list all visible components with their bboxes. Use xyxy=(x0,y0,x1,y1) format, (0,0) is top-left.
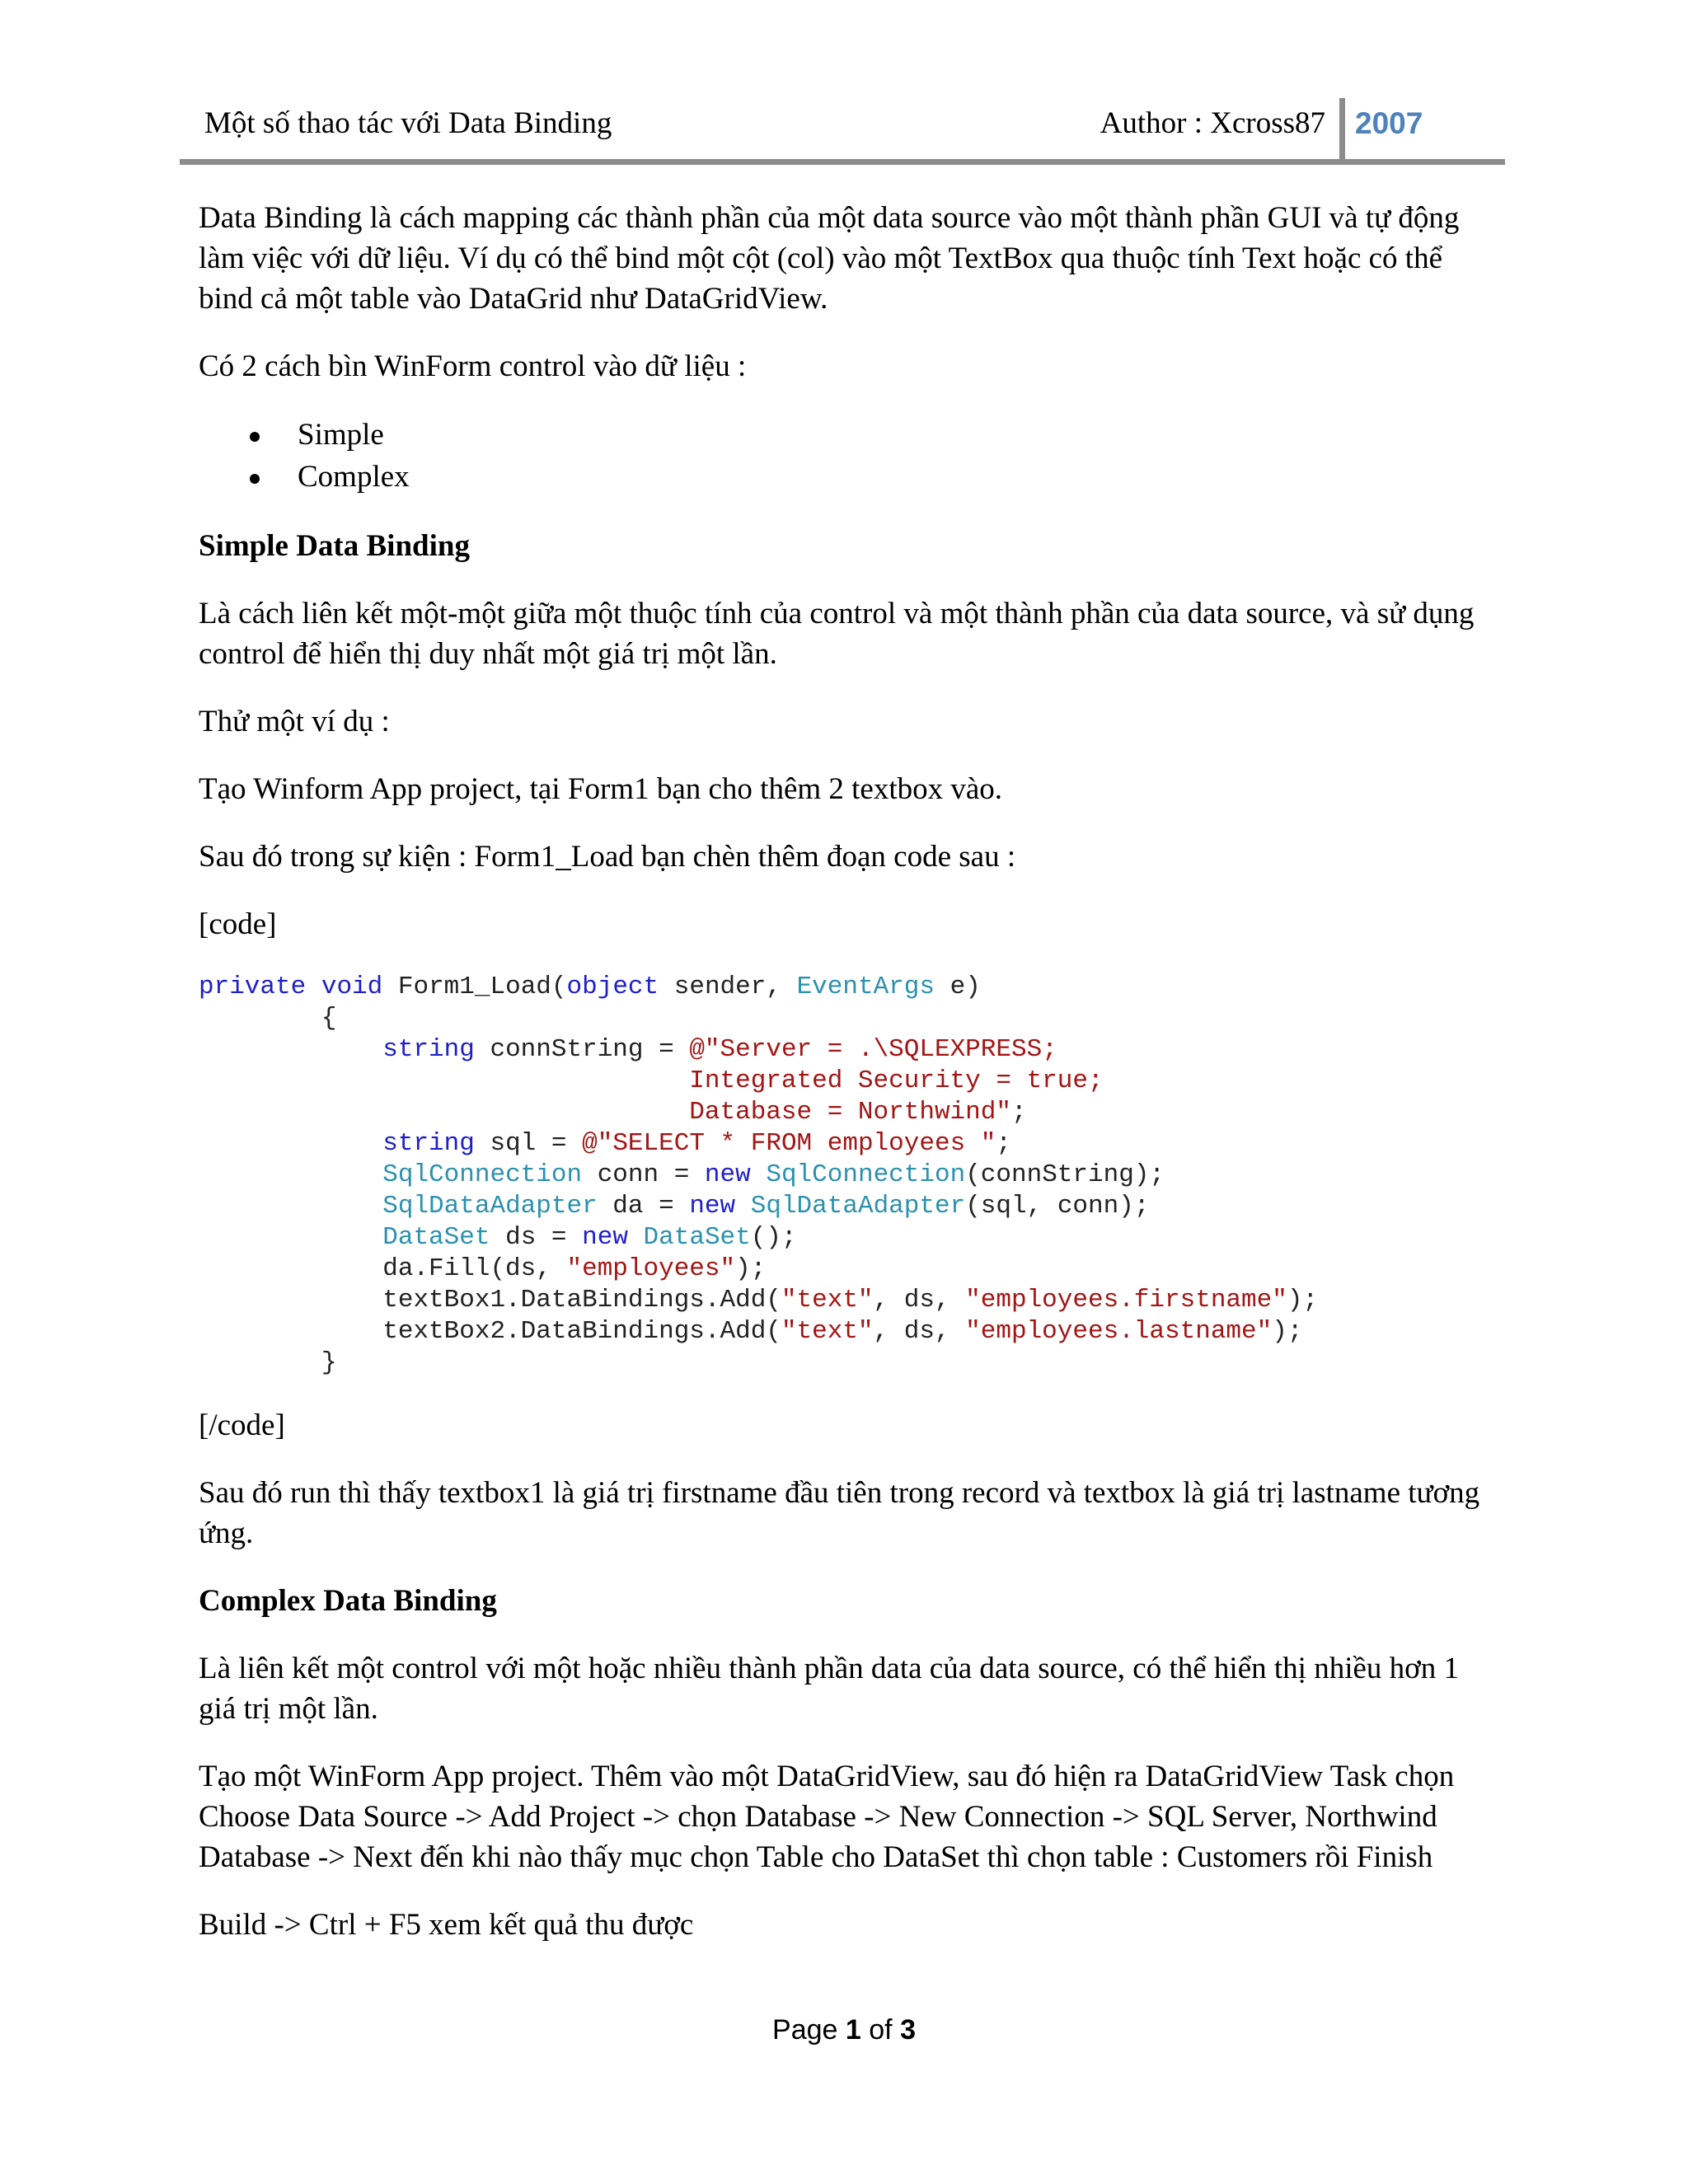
code-token: Database = Northwind" xyxy=(689,1098,1011,1127)
code-token: SqlDataAdapter xyxy=(382,1192,598,1221)
code-token: ); xyxy=(1287,1286,1319,1315)
code-token: "text" xyxy=(781,1317,874,1346)
code-token: private xyxy=(199,972,307,1001)
intro-paragraph: Data Binding là cách mapping các thành phần của một data source vào một thành phần GUI và tự động làm việc với dữ liệu. Ví dụ có thể bind một cột (col) vào một TextBox qua thuộc tính Text hoặc có thể bind cả một table vào DataGrid như DataGridView. xyxy=(199,201,1460,316)
footer-of-label: of xyxy=(869,2014,893,2046)
code-token xyxy=(199,1035,382,1064)
code-line xyxy=(199,1316,1493,1347)
code-token: da = xyxy=(597,1192,690,1221)
complex-description: Là liên kết một control với một hoặc nhiều thành phần data của data source, có thể hiển thị nhiều hơn 1 giá trị một lần. xyxy=(199,1652,1459,1726)
code-token: , ds, xyxy=(873,1286,966,1315)
list-item-text: Simple xyxy=(298,418,384,452)
code-token: ); xyxy=(1272,1317,1303,1346)
code-token xyxy=(628,1223,644,1252)
code-token: ds = xyxy=(490,1223,583,1252)
code-token: new xyxy=(582,1223,628,1252)
list-item-text: Complex xyxy=(298,460,410,494)
complex-steps: Tạo một WinForm App project. Thêm vào một DataGridView, sau đó hiện ra DataGridView Task chọn Choose Data Source -> Add Project -> chọn Database -> New Connection -> SQL Server, Northwind Database -> Next đến khi nào thấy mục chọn Table cho DataSet thì chọn table : Customers rồi Finish xyxy=(199,1760,1455,1874)
code-token: DataSet xyxy=(643,1223,751,1252)
code-token: @"SELECT * FROM employees " xyxy=(582,1129,996,1158)
code-token: string xyxy=(382,1035,475,1064)
code-token: ; xyxy=(996,1129,1012,1158)
code-line xyxy=(199,1254,1493,1285)
header-year: 2007 xyxy=(1355,106,1423,140)
code-line xyxy=(199,1128,1493,1160)
list-item xyxy=(199,414,1493,456)
code-token: SqlConnection xyxy=(766,1160,966,1189)
code-token: ; xyxy=(1010,1098,1027,1127)
create-project-step: Tạo Winform App project, tại Form1 bạn cho thêm 2 textbox vào. xyxy=(199,772,1003,806)
list-item xyxy=(199,456,1493,498)
header-divider xyxy=(1339,98,1345,164)
code-token xyxy=(199,1160,382,1189)
footer-page-label: Page xyxy=(772,2014,838,2046)
insert-code-step: Sau đó trong sự kiện : Form1_Load bạn chèn thêm đoạn code sau : xyxy=(199,840,1016,874)
code-token: Integrated Security = true; xyxy=(689,1066,1104,1095)
header-title: Một số thao tác với Data Binding xyxy=(204,106,612,140)
code-token: conn = xyxy=(582,1160,705,1189)
code-token xyxy=(751,1160,767,1189)
code-token xyxy=(306,972,321,1001)
code-token: , ds, xyxy=(873,1317,966,1346)
code-token: sender, xyxy=(659,972,797,1001)
code-token xyxy=(199,1223,382,1252)
code-token: new xyxy=(689,1192,736,1221)
try-example: Thử một ví dụ : xyxy=(199,705,390,738)
code-token: { xyxy=(199,1004,337,1033)
code-token: (); xyxy=(750,1223,797,1252)
simple-heading: Simple Data Binding xyxy=(199,529,470,563)
binding-ways-intro: Có 2 cách bìn WinForm control vào dữ liệu : xyxy=(199,349,747,383)
binding-ways-list xyxy=(199,414,1493,498)
page-footer xyxy=(0,2014,1688,2046)
build-step: Build -> Ctrl + F5 xem kết quả thu được xyxy=(199,1908,694,1942)
code-token: "employees.lastname" xyxy=(965,1317,1273,1346)
code-token: SqlConnection xyxy=(382,1160,583,1189)
code-token: connString = xyxy=(474,1035,690,1064)
code-token: (connString); xyxy=(965,1160,1165,1189)
footer-total-pages: 3 xyxy=(900,2014,916,2046)
code-token: EventArgs xyxy=(796,972,935,1001)
simple-description: Là cách liên kết một-một giữa một thuộc tính của control và một thành phần của data source, và sử dụng control để hiển thị duy nhất một giá trị một lần. xyxy=(199,597,1475,671)
code-block xyxy=(199,972,1493,1379)
code-line xyxy=(199,1347,1493,1379)
code-token xyxy=(199,1192,382,1221)
code-line xyxy=(199,1191,1493,1222)
code-token: "employees.firstname" xyxy=(965,1286,1287,1315)
code-token: SqlDataAdapter xyxy=(750,1192,966,1221)
document-body xyxy=(199,198,1493,1972)
code-line xyxy=(199,1066,1493,1097)
code-line xyxy=(199,1160,1493,1191)
code-line xyxy=(199,1003,1493,1034)
code-token: object xyxy=(566,972,659,1001)
code-open-tag: [code] xyxy=(199,907,277,941)
code-token: da.Fill(ds, xyxy=(199,1254,567,1283)
code-token: "text" xyxy=(781,1286,874,1315)
code-token xyxy=(199,1066,689,1095)
code-line xyxy=(199,1097,1493,1128)
page-header xyxy=(180,0,1505,166)
code-token: DataSet xyxy=(382,1223,490,1252)
bullet-icon xyxy=(250,432,260,442)
code-token: ); xyxy=(735,1254,767,1283)
code-token: void xyxy=(321,972,383,1001)
code-token: Form1_Load( xyxy=(382,972,567,1001)
code-token xyxy=(735,1192,751,1221)
run-result: Sau đó run thì thấy textbox1 là giá trị firstname đầu tiên trong record và textbox là giá trị lastname tương ứng. xyxy=(199,1476,1480,1550)
code-token xyxy=(199,1129,382,1158)
code-token xyxy=(199,1098,689,1127)
code-token: e) xyxy=(935,972,981,1001)
code-token: string xyxy=(382,1129,475,1158)
header-rule xyxy=(180,159,1505,165)
code-line xyxy=(199,1034,1493,1066)
code-line xyxy=(199,1285,1493,1316)
bullet-icon xyxy=(250,474,260,484)
code-close-tag: [/code] xyxy=(199,1408,285,1442)
complex-heading: Complex Data Binding xyxy=(199,1584,497,1618)
code-token: new xyxy=(704,1160,751,1189)
code-token: sql = xyxy=(474,1129,583,1158)
code-token: (sql, conn); xyxy=(965,1192,1150,1221)
code-token: } xyxy=(199,1348,337,1377)
code-token: @"Server = .\SQLEXPRESS; xyxy=(689,1035,1057,1064)
header-author: Author : Xcross87 xyxy=(1100,106,1325,140)
code-token: textBox2.DataBindings.Add( xyxy=(199,1317,781,1346)
code-line xyxy=(199,972,1493,1003)
code-token: textBox1.DataBindings.Add( xyxy=(199,1286,781,1315)
code-token: "employees" xyxy=(566,1254,736,1283)
footer-current-page: 1 xyxy=(845,2014,861,2046)
code-line xyxy=(199,1222,1493,1254)
